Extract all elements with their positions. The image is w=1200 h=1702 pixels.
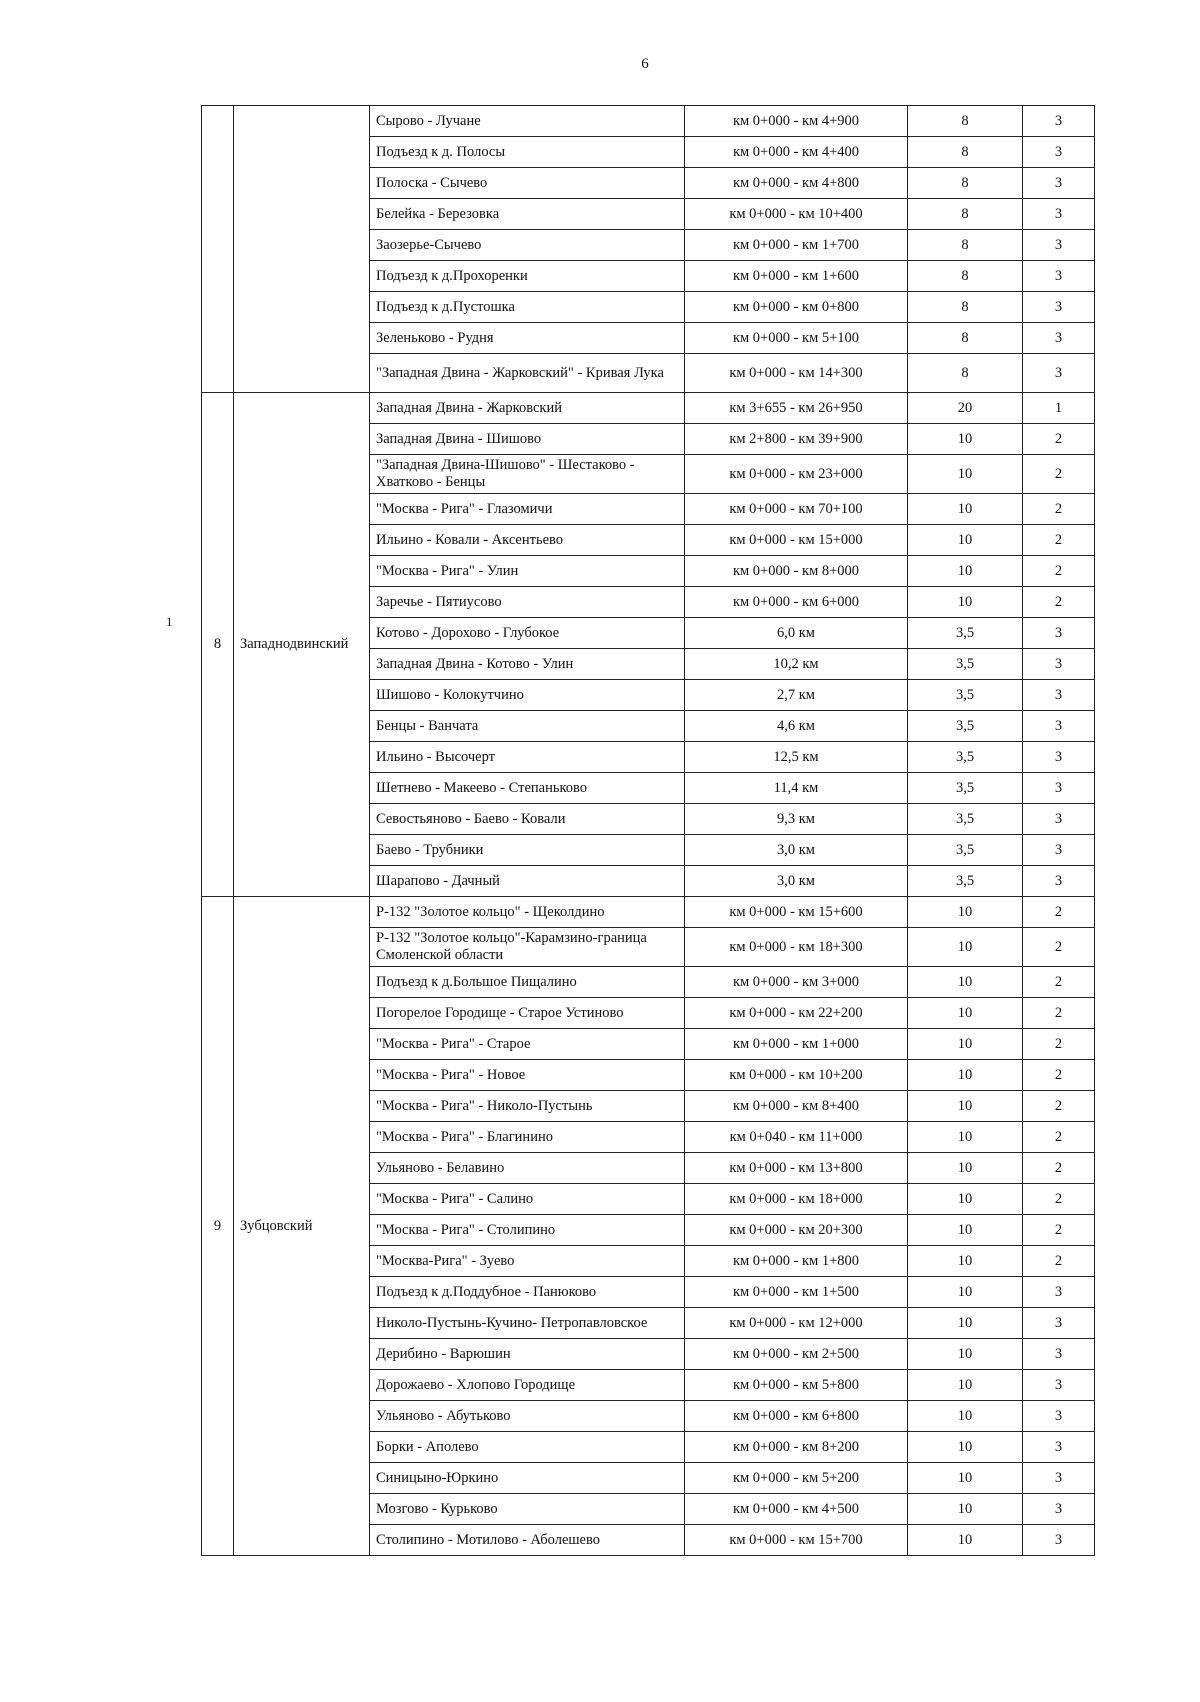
road-width: 10 bbox=[908, 967, 1023, 998]
road-km-range: км 0+000 - км 4+500 bbox=[685, 1494, 908, 1525]
road-km-range: км 0+000 - км 15+600 bbox=[685, 897, 908, 928]
road-category: 2 bbox=[1023, 556, 1095, 587]
district-name bbox=[234, 106, 370, 393]
road-category: 3 bbox=[1023, 711, 1095, 742]
road-width: 10 bbox=[908, 928, 1023, 967]
road-km-range: км 0+000 - км 20+300 bbox=[685, 1215, 908, 1246]
road-km-range: км 0+000 - км 1+600 bbox=[685, 261, 908, 292]
road-width: 10 bbox=[908, 998, 1023, 1029]
road-category: 2 bbox=[1023, 1029, 1095, 1060]
road-km-range: 4,6 км bbox=[685, 711, 908, 742]
road-width: 8 bbox=[908, 137, 1023, 168]
road-category: 3 bbox=[1023, 1432, 1095, 1463]
road-name: Погорелое Городище - Старое Устиново bbox=[370, 998, 685, 1029]
road-name: Заречье - Пятиусово bbox=[370, 587, 685, 618]
road-category: 2 bbox=[1023, 1060, 1095, 1091]
road-km-range: км 0+000 - км 18+300 bbox=[685, 928, 908, 967]
road-category: 3 bbox=[1023, 866, 1095, 897]
roads-table-body bbox=[202, 106, 1095, 1556]
road-category: 3 bbox=[1023, 292, 1095, 323]
road-width: 10 bbox=[908, 1122, 1023, 1153]
road-width: 10 bbox=[908, 556, 1023, 587]
road-category: 2 bbox=[1023, 455, 1095, 494]
road-category: 2 bbox=[1023, 424, 1095, 455]
road-category: 2 bbox=[1023, 897, 1095, 928]
road-width: 10 bbox=[908, 1184, 1023, 1215]
road-category: 3 bbox=[1023, 323, 1095, 354]
road-name: Шетнево - Макеево - Степаньково bbox=[370, 773, 685, 804]
road-category: 3 bbox=[1023, 1308, 1095, 1339]
road-width: 3,5 bbox=[908, 618, 1023, 649]
road-width: 3,5 bbox=[908, 649, 1023, 680]
road-name: Баево - Трубники bbox=[370, 835, 685, 866]
road-name: Западная Двина - Жарковский bbox=[370, 393, 685, 424]
road-name: Подъезд к д.Пустошка bbox=[370, 292, 685, 323]
road-name: Подъезд к д.Поддубное - Панюково bbox=[370, 1277, 685, 1308]
road-name: "Москва - Рига" - Глазомичи bbox=[370, 494, 685, 525]
table-row bbox=[202, 897, 1095, 928]
road-km-range: 3,0 км bbox=[685, 835, 908, 866]
group-number bbox=[202, 106, 234, 393]
road-name: Ильино - Высочерт bbox=[370, 742, 685, 773]
road-name: Шарапово - Дачный bbox=[370, 866, 685, 897]
road-km-range: км 0+000 - км 12+000 bbox=[685, 1308, 908, 1339]
road-width: 10 bbox=[908, 1153, 1023, 1184]
road-km-range: км 0+000 - км 5+200 bbox=[685, 1463, 908, 1494]
road-category: 3 bbox=[1023, 1494, 1095, 1525]
road-category: 2 bbox=[1023, 1246, 1095, 1277]
road-width: 8 bbox=[908, 261, 1023, 292]
road-km-range: км 0+000 - км 10+200 bbox=[685, 1060, 908, 1091]
road-width: 20 bbox=[908, 393, 1023, 424]
road-km-range: 11,4 км bbox=[685, 773, 908, 804]
road-km-range: км 3+655 - км 26+950 bbox=[685, 393, 908, 424]
road-km-range: км 0+000 - км 4+400 bbox=[685, 137, 908, 168]
road-width: 10 bbox=[908, 1339, 1023, 1370]
road-name: Бенцы - Ванчата bbox=[370, 711, 685, 742]
district-name: Западнодвинский bbox=[234, 393, 370, 897]
road-name: Подъезд к д. Полосы bbox=[370, 137, 685, 168]
road-category: 2 bbox=[1023, 1215, 1095, 1246]
road-width: 10 bbox=[908, 1401, 1023, 1432]
road-width: 10 bbox=[908, 1029, 1023, 1060]
district-name: Зубцовский bbox=[234, 897, 370, 1556]
road-category: 3 bbox=[1023, 137, 1095, 168]
road-km-range: 3,0 км bbox=[685, 866, 908, 897]
road-km-range: км 0+000 - км 0+800 bbox=[685, 292, 908, 323]
road-name: Севостьяново - Баево - Ковали bbox=[370, 804, 685, 835]
road-category: 3 bbox=[1023, 230, 1095, 261]
road-km-range: 6,0 км bbox=[685, 618, 908, 649]
road-category: 3 bbox=[1023, 1370, 1095, 1401]
road-km-range: км 0+000 - км 23+000 bbox=[685, 455, 908, 494]
road-category: 3 bbox=[1023, 106, 1095, 137]
road-width: 3,5 bbox=[908, 742, 1023, 773]
road-category: 3 bbox=[1023, 199, 1095, 230]
road-km-range: км 0+000 - км 6+800 bbox=[685, 1401, 908, 1432]
road-km-range: км 0+000 - км 1+500 bbox=[685, 1277, 908, 1308]
road-category: 3 bbox=[1023, 835, 1095, 866]
road-km-range: км 0+000 - км 6+000 bbox=[685, 587, 908, 618]
road-km-range: км 0+000 - км 4+800 bbox=[685, 168, 908, 199]
road-category: 2 bbox=[1023, 967, 1095, 998]
road-km-range: км 0+000 - км 15+000 bbox=[685, 525, 908, 556]
road-category: 3 bbox=[1023, 261, 1095, 292]
road-width: 10 bbox=[908, 1308, 1023, 1339]
road-name: "Западная Двина - Жарковский" - Кривая Лука bbox=[370, 354, 685, 393]
road-name: Р-132 "Золотое кольцо"-Карамзино-граница Смоленской области bbox=[370, 928, 685, 967]
road-category: 2 bbox=[1023, 494, 1095, 525]
road-km-range: км 0+000 - км 10+400 bbox=[685, 199, 908, 230]
road-name: "Москва - Рига" - Старое bbox=[370, 1029, 685, 1060]
road-name: "Москва - Рига" - Столипино bbox=[370, 1215, 685, 1246]
road-name: Р-132 "Золотое кольцо" - Щеколдино bbox=[370, 897, 685, 928]
road-name: Котово - Дорохово - Глубокое bbox=[370, 618, 685, 649]
road-category: 3 bbox=[1023, 1339, 1095, 1370]
road-km-range: км 0+000 - км 8+400 bbox=[685, 1091, 908, 1122]
road-width: 10 bbox=[908, 587, 1023, 618]
road-category: 3 bbox=[1023, 1463, 1095, 1494]
road-width: 10 bbox=[908, 455, 1023, 494]
road-category: 3 bbox=[1023, 649, 1095, 680]
road-category: 3 bbox=[1023, 354, 1095, 393]
road-width: 8 bbox=[908, 168, 1023, 199]
road-km-range: км 0+000 - км 1+800 bbox=[685, 1246, 908, 1277]
road-width: 10 bbox=[908, 1432, 1023, 1463]
road-name: "Западная Двина-Шишово" - Шестаково - Хватково - Бенцы bbox=[370, 455, 685, 494]
road-name: Сырово - Лучане bbox=[370, 106, 685, 137]
road-name: "Москва - Рига" - Благинино bbox=[370, 1122, 685, 1153]
road-name: Подъезд к д.Прохоренки bbox=[370, 261, 685, 292]
group-number: 9 bbox=[202, 897, 234, 1556]
road-km-range: км 0+000 - км 14+300 bbox=[685, 354, 908, 393]
road-category: 3 bbox=[1023, 1277, 1095, 1308]
road-width: 8 bbox=[908, 230, 1023, 261]
road-km-range: 12,5 км bbox=[685, 742, 908, 773]
road-km-range: 2,7 км bbox=[685, 680, 908, 711]
road-width: 10 bbox=[908, 1525, 1023, 1556]
table-row bbox=[202, 393, 1095, 424]
road-width: 3,5 bbox=[908, 866, 1023, 897]
road-name: Николо-Пустынь-Кучино- Петропавловское bbox=[370, 1308, 685, 1339]
road-name: "Москва-Рига" - Зуево bbox=[370, 1246, 685, 1277]
road-name: "Москва - Рига" - Николо-Пустынь bbox=[370, 1091, 685, 1122]
road-category: 3 bbox=[1023, 618, 1095, 649]
road-width: 8 bbox=[908, 354, 1023, 393]
road-name: Дорожаево - Хлопово Городище bbox=[370, 1370, 685, 1401]
road-km-range: км 0+000 - км 70+100 bbox=[685, 494, 908, 525]
road-width: 8 bbox=[908, 292, 1023, 323]
road-km-range: км 0+000 - км 2+500 bbox=[685, 1339, 908, 1370]
road-name: Синицыно-Юркино bbox=[370, 1463, 685, 1494]
road-width: 10 bbox=[908, 1370, 1023, 1401]
road-category: 3 bbox=[1023, 168, 1095, 199]
road-width: 3,5 bbox=[908, 835, 1023, 866]
road-width: 3,5 bbox=[908, 773, 1023, 804]
road-name: Заозерье-Сычево bbox=[370, 230, 685, 261]
road-km-range: км 0+000 - км 3+000 bbox=[685, 967, 908, 998]
page-number: 6 bbox=[641, 56, 649, 72]
road-category: 2 bbox=[1023, 1184, 1095, 1215]
group-number: 8 bbox=[202, 393, 234, 897]
road-width: 10 bbox=[908, 1215, 1023, 1246]
road-km-range: км 0+000 - км 5+800 bbox=[685, 1370, 908, 1401]
road-category: 3 bbox=[1023, 804, 1095, 835]
road-name: Дерибино - Варюшин bbox=[370, 1339, 685, 1370]
road-name: Полоска - Сычево bbox=[370, 168, 685, 199]
road-width: 3,5 bbox=[908, 680, 1023, 711]
roads-table bbox=[201, 105, 1095, 1556]
road-width: 10 bbox=[908, 525, 1023, 556]
road-name: "Москва - Рига" - Новое bbox=[370, 1060, 685, 1091]
road-name: Шишово - Колокутчино bbox=[370, 680, 685, 711]
road-name: Западная Двина - Котово - Улин bbox=[370, 649, 685, 680]
road-width: 10 bbox=[908, 1463, 1023, 1494]
road-name: Мозгово - Курьково bbox=[370, 1494, 685, 1525]
road-category: 2 bbox=[1023, 1122, 1095, 1153]
road-name: "Москва - Рига" - Улин bbox=[370, 556, 685, 587]
road-width: 3,5 bbox=[908, 804, 1023, 835]
table-row bbox=[202, 106, 1095, 137]
road-name: Зеленьково - Рудня bbox=[370, 323, 685, 354]
road-category: 3 bbox=[1023, 1525, 1095, 1556]
road-km-range: км 0+000 - км 8+000 bbox=[685, 556, 908, 587]
road-width: 10 bbox=[908, 897, 1023, 928]
road-name: Ульяново - Абутьково bbox=[370, 1401, 685, 1432]
road-km-range: км 0+000 - км 18+000 bbox=[685, 1184, 908, 1215]
road-category: 2 bbox=[1023, 998, 1095, 1029]
road-category: 2 bbox=[1023, 1091, 1095, 1122]
road-km-range: км 0+000 - км 13+800 bbox=[685, 1153, 908, 1184]
road-category: 3 bbox=[1023, 742, 1095, 773]
road-category: 1 bbox=[1023, 393, 1095, 424]
road-km-range: км 2+800 - км 39+900 bbox=[685, 424, 908, 455]
road-width: 10 bbox=[908, 1060, 1023, 1091]
road-km-range: 9,3 км bbox=[685, 804, 908, 835]
road-km-range: км 0+000 - км 15+700 bbox=[685, 1525, 908, 1556]
road-km-range: км 0+000 - км 22+200 bbox=[685, 998, 908, 1029]
road-category: 3 bbox=[1023, 680, 1095, 711]
road-name: Столипино - Мотилово - Аболешево bbox=[370, 1525, 685, 1556]
road-category: 2 bbox=[1023, 928, 1095, 967]
road-category: 3 bbox=[1023, 1401, 1095, 1432]
margin-mark: 1 bbox=[166, 614, 173, 629]
road-width: 10 bbox=[908, 1246, 1023, 1277]
road-name: Ильино - Ковали - Аксентьево bbox=[370, 525, 685, 556]
road-name: "Москва - Рига" - Салино bbox=[370, 1184, 685, 1215]
road-width: 10 bbox=[908, 424, 1023, 455]
road-km-range: км 0+000 - км 1+000 bbox=[685, 1029, 908, 1060]
road-category: 3 bbox=[1023, 773, 1095, 804]
road-name: Борки - Аполево bbox=[370, 1432, 685, 1463]
road-km-range: км 0+000 - км 8+200 bbox=[685, 1432, 908, 1463]
road-name: Ульяново - Белавино bbox=[370, 1153, 685, 1184]
road-name: Белейка - Березовка bbox=[370, 199, 685, 230]
road-km-range: км 0+000 - км 1+700 bbox=[685, 230, 908, 261]
road-name: Подъезд к д.Большое Пищалино bbox=[370, 967, 685, 998]
road-width: 10 bbox=[908, 494, 1023, 525]
road-km-range: 10,2 км bbox=[685, 649, 908, 680]
road-width: 10 bbox=[908, 1277, 1023, 1308]
road-width: 3,5 bbox=[908, 711, 1023, 742]
road-category: 2 bbox=[1023, 525, 1095, 556]
road-width: 8 bbox=[908, 106, 1023, 137]
road-km-range: км 0+000 - км 5+100 bbox=[685, 323, 908, 354]
road-category: 2 bbox=[1023, 587, 1095, 618]
road-km-range: км 0+000 - км 4+900 bbox=[685, 106, 908, 137]
road-width: 10 bbox=[908, 1494, 1023, 1525]
road-width: 8 bbox=[908, 323, 1023, 354]
road-km-range: км 0+040 - км 11+000 bbox=[685, 1122, 908, 1153]
road-category: 2 bbox=[1023, 1153, 1095, 1184]
road-width: 10 bbox=[908, 1091, 1023, 1122]
road-name: Западная Двина - Шишово bbox=[370, 424, 685, 455]
road-width: 8 bbox=[908, 199, 1023, 230]
